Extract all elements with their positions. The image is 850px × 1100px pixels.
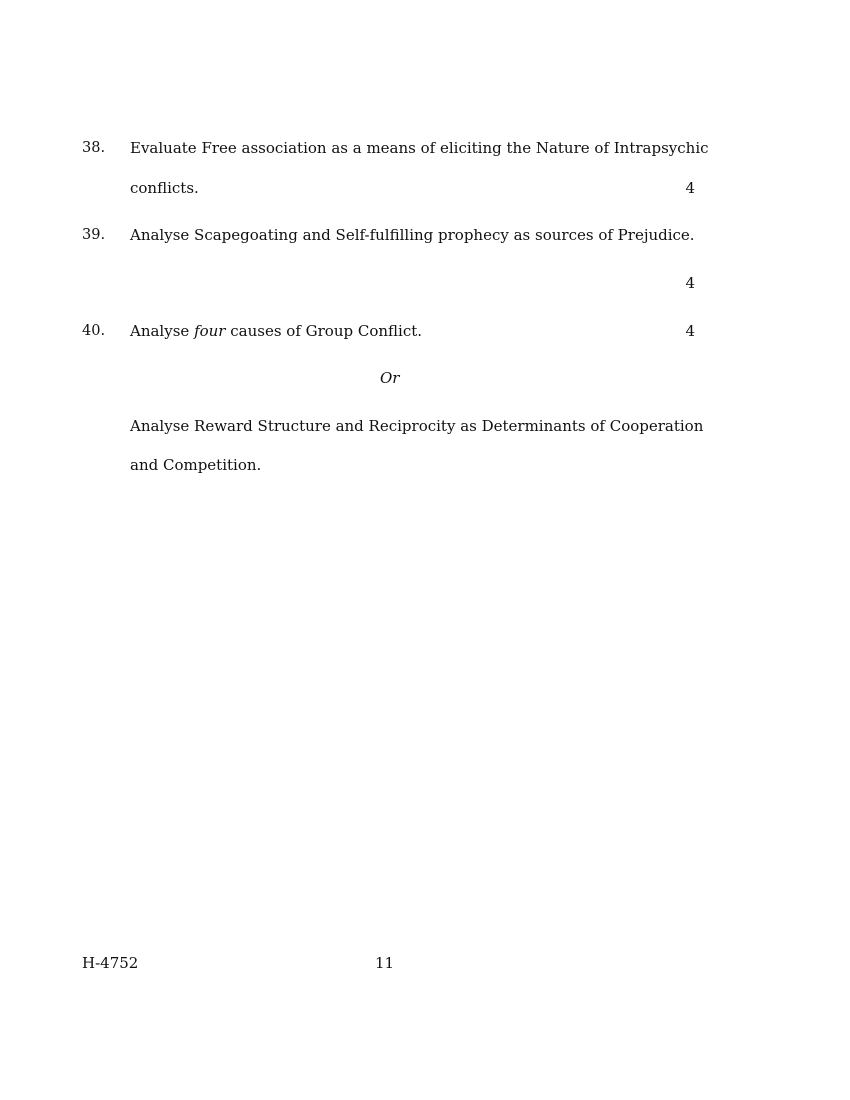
- question-text-line: Evaluate Free association as a means of eliciting the Nature of Intrapsychic: [130, 139, 709, 157]
- or-separator: Or: [380, 369, 400, 387]
- question-marks: 4: [685, 274, 695, 292]
- question-number: 39.: [82, 227, 106, 243]
- question-text-line: [130, 321, 695, 341]
- alternative-question-text-line: and Competition.: [130, 456, 262, 474]
- question-number: 40.: [82, 323, 106, 339]
- question-text-end: causes of Group Conflict.: [225, 322, 423, 340]
- alternative-question-text-line: Analyse Reward Structure and Reciprocity as Determinants of Cooperation: [130, 417, 704, 435]
- question-text-line: conflicts.: [130, 179, 199, 197]
- question-text-emphasis: four: [194, 322, 226, 340]
- question-text-line: Analyse Scapegoating and Self-fulfilling prophecy as sources of Prejudice.: [130, 226, 695, 244]
- page-number: 11: [375, 954, 395, 972]
- question-marks: 4: [685, 322, 695, 340]
- question-text-start: Analyse: [130, 322, 195, 340]
- paper-code: H-4752: [82, 954, 139, 972]
- question-number: 38.: [82, 140, 106, 156]
- question-marks: 4: [685, 179, 695, 197]
